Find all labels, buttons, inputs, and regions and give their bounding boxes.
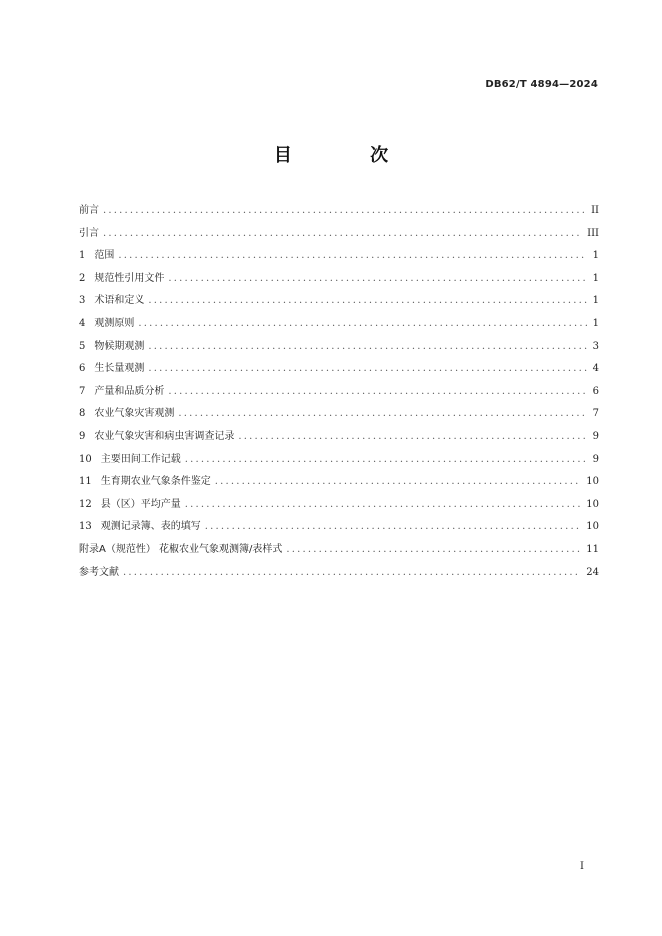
toc-leader-dots xyxy=(148,290,586,313)
toc-entry-10[interactable] xyxy=(79,449,599,472)
toc-entry-number: 10 xyxy=(79,453,92,465)
toc-entry-number: 4 xyxy=(79,317,86,329)
toc-entry-label xyxy=(79,516,201,539)
toc-entry-page: 9 xyxy=(592,453,599,465)
toc-entry-label xyxy=(79,245,114,268)
toc-entry-text: 物候期观测 xyxy=(94,340,145,352)
toc-entry-page: 7 xyxy=(592,408,599,420)
toc-entry-text: 范围 xyxy=(94,250,115,262)
toc-entry-page: III xyxy=(587,227,599,239)
toc-leader-dots xyxy=(238,426,586,449)
toc-entry-7[interactable] xyxy=(79,381,599,404)
toc-entry-page: 6 xyxy=(592,385,599,397)
toc-leader-dots xyxy=(103,200,585,223)
toc-entry-text: 规范性引用文件 xyxy=(94,272,165,284)
toc-leader-dots xyxy=(103,223,581,246)
toc-leader-dots xyxy=(118,245,586,268)
toc-entry-page: 3 xyxy=(592,340,599,352)
toc-leader-dots xyxy=(178,403,586,426)
toc-entry-4[interactable] xyxy=(79,313,599,336)
toc-entry-bibliography[interactable] xyxy=(79,562,599,585)
toc-entry-page: 1 xyxy=(592,295,599,307)
toc-entry-13[interactable] xyxy=(79,516,599,539)
toc-entry-page: 1 xyxy=(592,250,599,262)
toc-leader-dots xyxy=(215,471,581,494)
toc-entry-1[interactable] xyxy=(79,245,599,268)
toc-entry-page: II xyxy=(591,205,599,216)
toc-entry-page: 4 xyxy=(592,363,599,375)
toc-leader-dots xyxy=(205,516,581,539)
toc-entry-number: 13 xyxy=(79,521,92,533)
toc-entry-page: 10 xyxy=(586,498,599,510)
toc-entry-number: 6 xyxy=(79,363,86,375)
toc-entry-label: 参考文献 xyxy=(79,566,119,578)
toc-entry-text: 观测记录簿、表的填写 xyxy=(100,521,201,533)
toc-entry-text: 观测原则 xyxy=(94,317,135,329)
toc-entry-number: 12 xyxy=(79,498,92,510)
toc-entry-page: 10 xyxy=(586,521,599,533)
toc-entry-text: 县（区）平均产量 xyxy=(100,498,181,510)
toc-entry-label xyxy=(79,471,211,494)
toc-entry-number: 5 xyxy=(79,340,86,352)
toc-entry-number: 9 xyxy=(79,430,86,442)
toc-entry-12[interactable] xyxy=(79,494,599,517)
toc-entry-5[interactable] xyxy=(79,336,599,359)
toc-entry-text: 农业气象灾害观测 xyxy=(94,408,175,420)
toc-entry-label xyxy=(79,494,181,517)
toc-entry-appendix-a[interactable] xyxy=(79,539,599,562)
toc-entry-2[interactable] xyxy=(79,268,599,291)
toc-entry-text: 农业气象灾害和病虫害调查记录 xyxy=(94,430,235,442)
toc-entry-label xyxy=(79,358,144,381)
toc-entry-text: 主要田间工作记载 xyxy=(100,453,181,465)
toc-entry-6[interactable] xyxy=(79,358,599,381)
toc-entry-number: 2 xyxy=(79,272,86,284)
toc-entry-label: 引言 xyxy=(79,227,99,239)
toc-entry-page: 24 xyxy=(586,566,599,578)
toc-entry-text: 生长量观测 xyxy=(94,363,145,375)
toc-entry-number: 11 xyxy=(79,476,92,488)
toc-entry-page: 11 xyxy=(586,543,599,555)
toc-entry-label: 附录A（规范性） 花椒农业气象观测簿/表样式 xyxy=(79,543,283,555)
toc-entry-introduction[interactable] xyxy=(79,223,599,246)
toc-entry-text: 生育期农业气象条件鉴定 xyxy=(100,476,211,488)
table-of-contents xyxy=(79,200,599,584)
toc-entry-label xyxy=(79,449,181,472)
toc-entry-label: 前言 xyxy=(79,205,99,216)
toc-entry-3[interactable] xyxy=(79,290,599,313)
page-number: I xyxy=(580,861,584,872)
toc-entry-page: 10 xyxy=(586,476,599,488)
toc-entry-number: 3 xyxy=(79,295,86,307)
toc-entry-text: 产量和品质分析 xyxy=(94,385,165,397)
toc-leader-dots xyxy=(185,494,581,517)
toc-entry-8[interactable] xyxy=(79,403,599,426)
toc-leader-dots xyxy=(185,449,587,472)
toc-entry-label xyxy=(79,381,164,404)
toc-entry-number: 1 xyxy=(79,250,86,262)
toc-entry-label xyxy=(79,313,134,336)
toc-leader-dots xyxy=(148,358,586,381)
toc-entry-page: 9 xyxy=(592,430,599,442)
toc-entry-label xyxy=(79,336,144,359)
standard-code: DB62/T 4894—2024 xyxy=(485,79,598,90)
toc-leader-dots xyxy=(286,539,580,562)
toc-leader-dots xyxy=(168,268,586,291)
toc-entry-11[interactable] xyxy=(79,471,599,494)
toc-entry-page: 1 xyxy=(592,272,599,284)
toc-entry-number: 8 xyxy=(79,408,86,420)
page-title: 目 次 xyxy=(273,145,425,166)
toc-entry-label xyxy=(79,403,174,426)
toc-entry-9[interactable] xyxy=(79,426,599,449)
toc-leader-dots xyxy=(168,381,586,404)
toc-entry-label xyxy=(79,426,234,449)
toc-leader-dots xyxy=(148,336,586,359)
toc-entry-foreword[interactable] xyxy=(79,200,599,223)
toc-entry-number: 7 xyxy=(79,385,86,397)
toc-entry-label xyxy=(79,268,164,291)
toc-leader-dots xyxy=(138,313,586,336)
toc-leader-dots xyxy=(123,562,580,585)
toc-entry-label xyxy=(79,290,144,313)
toc-entry-page: 1 xyxy=(592,317,599,329)
toc-entry-text: 术语和定义 xyxy=(94,295,145,307)
